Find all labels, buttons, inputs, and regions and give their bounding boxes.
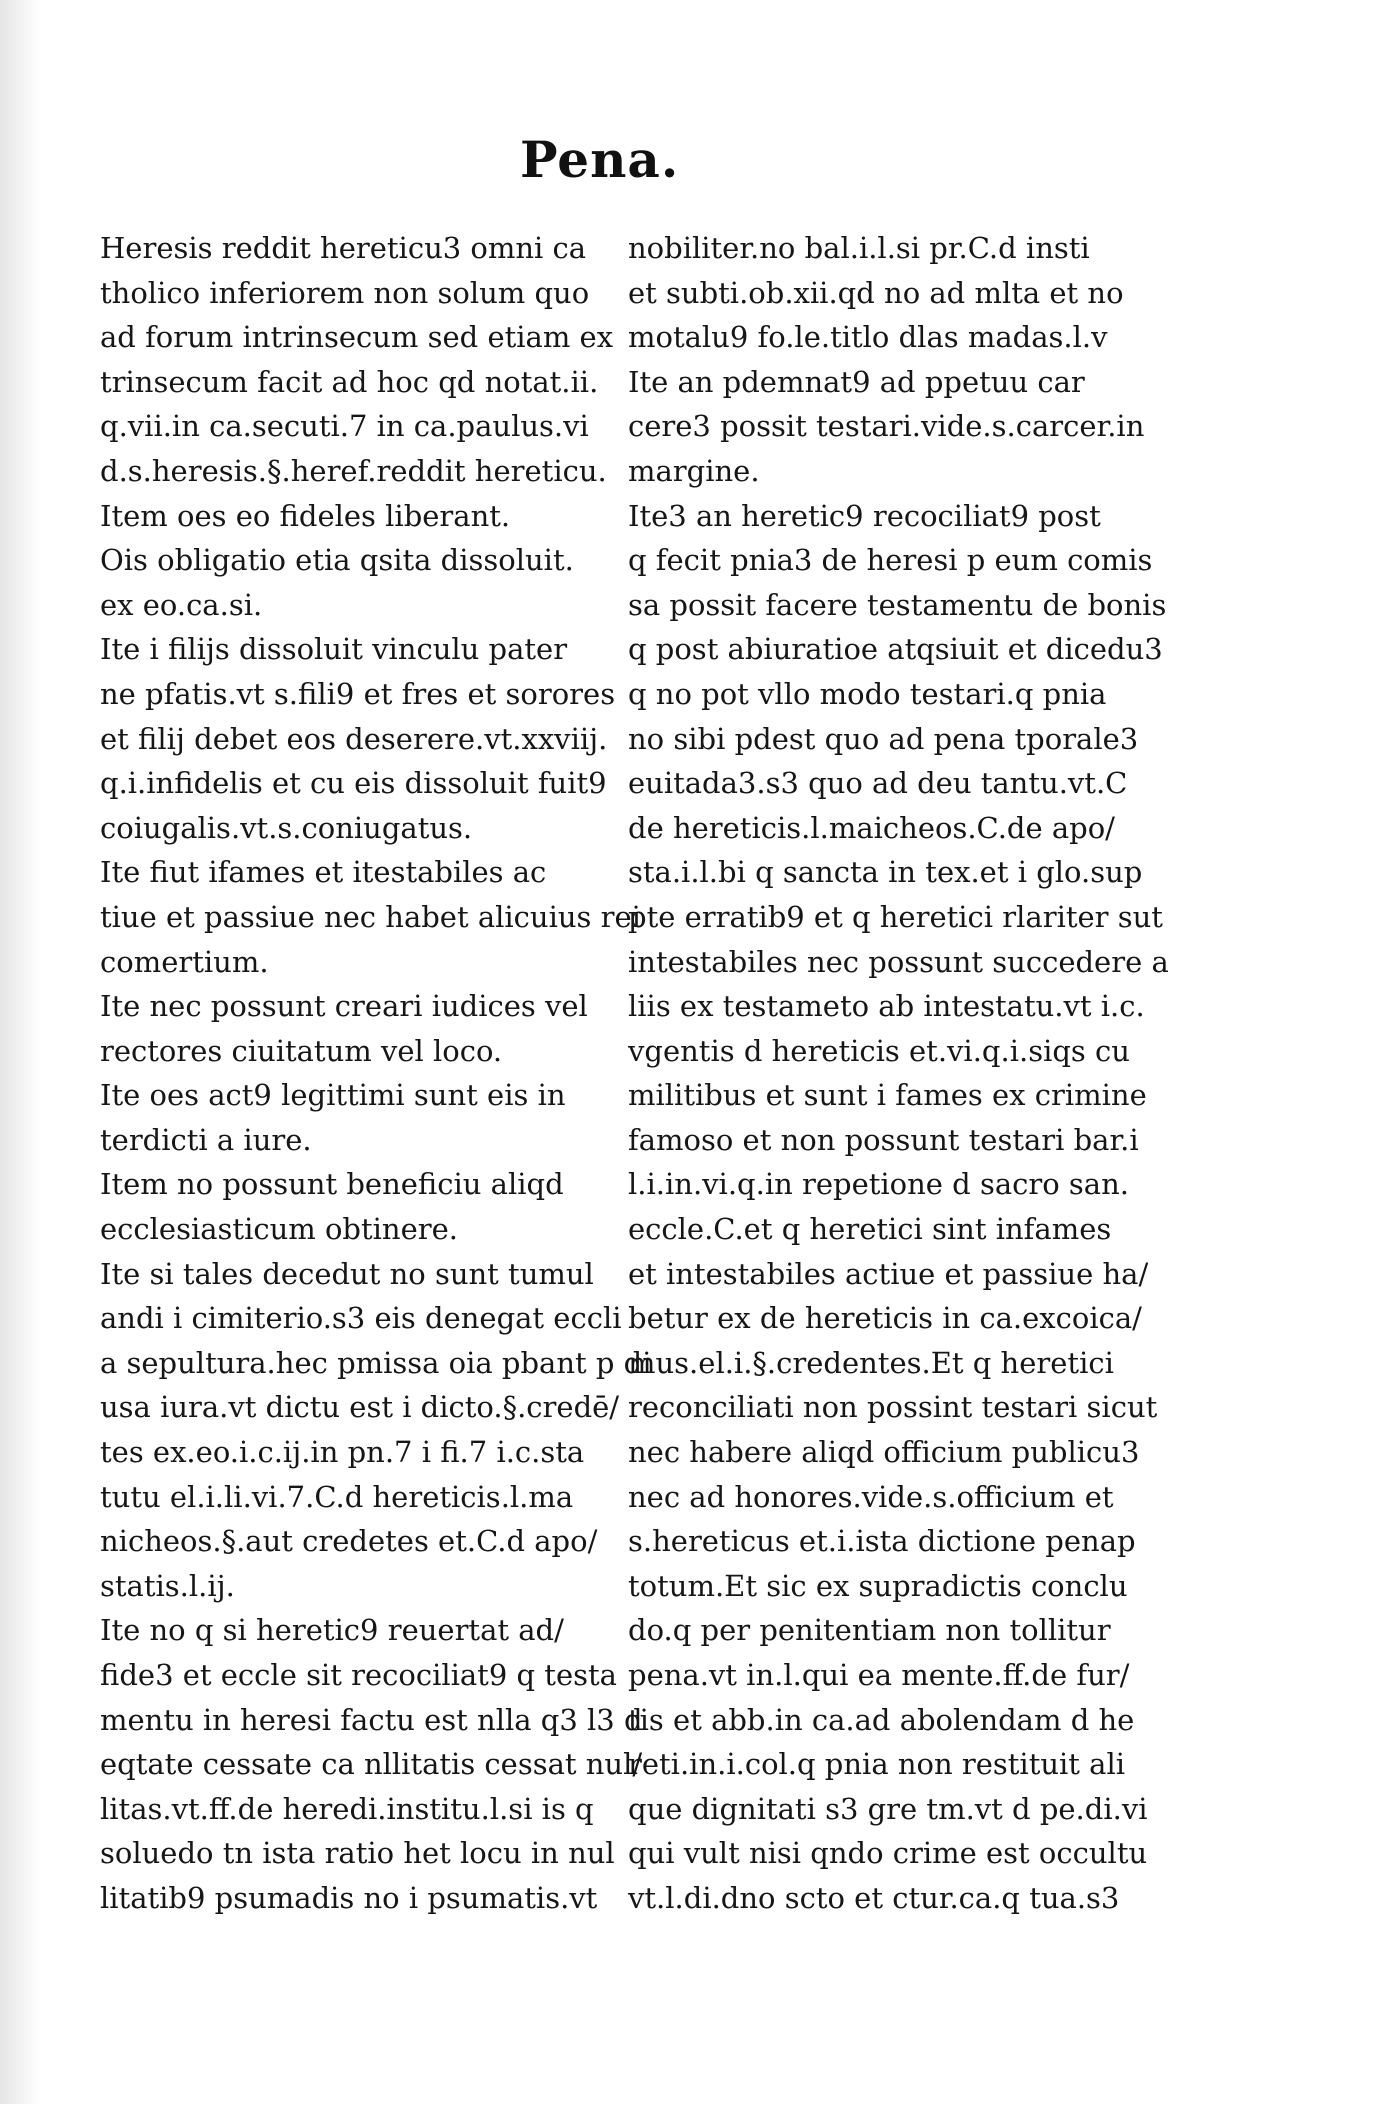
text-line: Ite fiut ifames et itestabiles ac	[100, 855, 547, 890]
text-line: et intestabiles actiue et passiue ha/	[628, 1256, 1149, 1291]
text-line: que dignitati s3 gre tm.vt d pe.di.vi	[628, 1791, 1148, 1826]
text-line: Ite si tales decedut no sunt tumul	[100, 1256, 594, 1291]
text-line: Ite oes act9 legittimi sunt eis in	[100, 1078, 566, 1113]
text-line: tes ex.eo.i.c.ij.in pn.7 i fi.7 i.c.sta	[100, 1435, 585, 1470]
text-line: d.s.heresis.§.heref.reddit hereticu.	[100, 453, 607, 488]
text-line: tholico inferiorem non solum quo	[100, 275, 590, 310]
text-line: nicheos.§.aut credetes et.C.d apo/	[100, 1524, 598, 1559]
text-line: Ois obligatio etia qsita dissoluit.	[100, 543, 574, 578]
text-line: vt.l.di.dno scto et ctur.ca.q tua.s3	[628, 1880, 1120, 1915]
text-line: ad forum intrinsecum sed etiam ex	[100, 320, 614, 355]
text-line: pena.vt in.l.qui ea mente.ff.de fur/	[628, 1658, 1130, 1692]
text-line: q.i.infidelis et cu eis dissoluit fuit9	[100, 766, 607, 801]
text-line: s.hereticus et.i.ista dictione penap	[628, 1524, 1136, 1559]
text-line: Item oes eo fideles liberant.	[100, 498, 511, 533]
text-line: cere3 possit testari.vide.s.carcer.in	[628, 409, 1145, 444]
text-line: litas.vt.ff.de heredi.institu.l.si is q	[100, 1791, 594, 1826]
text-line: q post abiuratioe atqsiuit et dicedu3	[628, 632, 1163, 667]
right-text-column	[628, 226, 1169, 1921]
text-line: eqtate cessate ca nllitatis cessat nul/	[100, 1747, 643, 1782]
text-line: margine.	[628, 453, 760, 488]
text-line: Ite nec possunt creari iudices vel	[100, 989, 588, 1024]
text-line: mentu in heresi factu est nlla q3 l3 d	[100, 1702, 643, 1737]
text-line: totum.Et sic ex supradictis conclu	[628, 1568, 1128, 1603]
text-line: tis et abb.in ca.ad abolendam d he	[628, 1702, 1135, 1737]
text-line: liis ex testameto ab intestatu.vt i.c.	[628, 989, 1145, 1024]
running-head: Pena.	[520, 130, 680, 189]
text-line: statis.l.ij.	[100, 1568, 235, 1603]
text-line: Ite an pdemnat9 ad ppetuu car	[628, 364, 1085, 399]
text-line: comertium.	[100, 944, 269, 979]
text-line: eccle.C.et q heretici sint infames	[628, 1212, 1112, 1247]
text-line: Ite no q si heretic9 reuertat ad/	[100, 1613, 564, 1648]
text-line: l.i.in.vi.q.in repetione d sacro san.	[628, 1167, 1129, 1202]
text-line: et filij debet eos deserere.vt.xxviij.	[100, 721, 608, 756]
text-line: Ite3 an heretic9 recociliat9 post	[628, 498, 1101, 533]
text-line: famoso et non possunt testari bar.i	[628, 1122, 1139, 1157]
text-line: usa iura.vt dictu est i dicto.§.credē/	[100, 1390, 620, 1425]
text-line: nobiliter.no bal.i.l.si pr.C.d insti	[628, 231, 1090, 265]
text-line: tutu el.i.li.vi.7.C.d hereticis.l.ma	[100, 1479, 574, 1514]
text-line: nec habere aliqd officium publicu3	[628, 1435, 1140, 1470]
text-line: a sepultura.hec pmissa oia pbant p di	[100, 1345, 652, 1380]
text-line: de hereticis.l.maicheos.C.de apo/	[628, 810, 1115, 845]
text-line: militibus et sunt i fames ex crimine	[628, 1078, 1147, 1113]
text-line: ne pfatis.vt s.fili9 et fres et sorores	[100, 676, 616, 711]
text-line: Item no possunt beneficiu aliqd	[100, 1167, 564, 1202]
text-line: coiugalis.vt.s.coniugatus.	[100, 810, 473, 845]
text-line: betur ex de hereticis in ca.excoica/	[628, 1301, 1142, 1336]
left-text-column	[100, 226, 652, 1921]
text-line: ex eo.ca.si.	[100, 587, 263, 622]
text-line: litatib9 psumadis no i psumatis.vt	[100, 1880, 598, 1915]
text-line: sa possit facere testamentu de bonis	[628, 587, 1167, 622]
text-line: sta.i.l.bi q sancta in tex.et i glo.sup	[628, 855, 1143, 890]
text-line: vgentis d hereticis et.vi.q.i.siqs cu	[628, 1033, 1130, 1068]
text-line: qui vult nisi qndo crime est occultu	[628, 1836, 1148, 1871]
text-line: reti.in.i.col.q pnia non restituit ali	[628, 1747, 1126, 1782]
text-line: intestabiles nec possunt succedere a	[628, 944, 1169, 979]
text-line: Heresis reddit hereticu3 omni ca	[100, 231, 587, 265]
text-line: andi i cimiterio.s3 eis denegat eccli	[100, 1301, 622, 1336]
text-line: terdicti a iure.	[100, 1122, 312, 1157]
text-line: soluedo tn ista ratio het locu in nul	[100, 1836, 615, 1871]
text-line: Ite i filijs dissoluit vinculu pater	[100, 632, 568, 667]
text-line: no sibi pdest quo ad pena tporale3	[628, 721, 1139, 756]
text-line: mus.el.i.§.credentes.Et q heretici	[628, 1345, 1114, 1380]
text-line: q fecit pnia3 de heresi p eum comis	[628, 543, 1153, 578]
text-line: et subti.ob.xii.qd no ad mlta et no	[628, 275, 1124, 310]
text-line: q.vii.in ca.secuti.7 in ca.paulus.vi	[100, 409, 589, 444]
text-line: fide3 et eccle sit recociliat9 q testa	[100, 1658, 617, 1692]
text-line: do.q per penitentiam non tollitur	[628, 1613, 1111, 1648]
text-line: tiue et passiue nec habet alicuius rei	[100, 899, 641, 934]
text-line: ecclesiasticum obtinere.	[100, 1212, 459, 1247]
text-line: motalu9 fo.le.titlo dlas madas.l.v	[628, 320, 1108, 355]
text-line: trinsecum facit ad hoc qd notat.ii.	[100, 364, 599, 399]
text-line: q no pot vllo modo testari.q pnia	[628, 676, 1107, 711]
text-line: rectores ciuitatum vel loco.	[100, 1033, 503, 1068]
text-line: pte erratib9 et q heretici rlariter sut	[628, 899, 1163, 934]
text-line: nec ad honores.vide.s.officium et	[628, 1479, 1114, 1514]
text-line: euitada3.s3 quo ad deu tantu.vt.C	[628, 766, 1128, 801]
text-line: reconciliati non possint testari sicut	[628, 1390, 1158, 1425]
